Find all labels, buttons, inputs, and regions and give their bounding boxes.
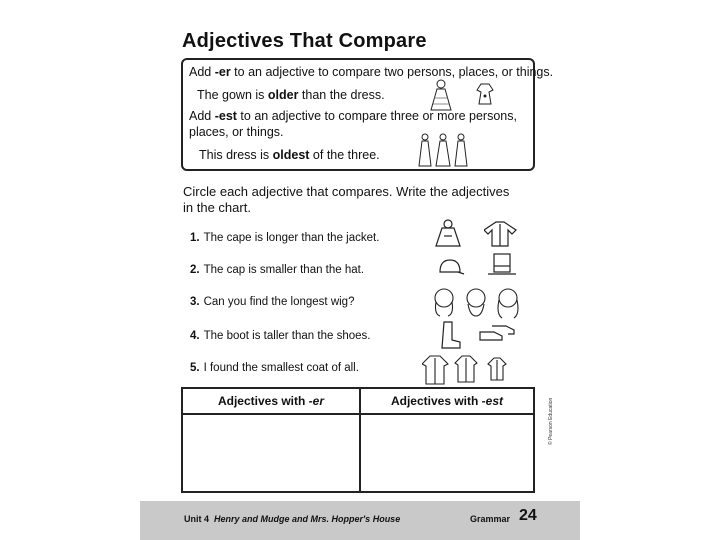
est-rule-post: to an adjective to compare three or more persons, bbox=[236, 109, 517, 123]
est-example-word: oldest bbox=[272, 148, 310, 162]
three-dresses-icon bbox=[415, 132, 475, 168]
est-example-pre: This dress is bbox=[199, 148, 273, 162]
er-rule-suffix: -er bbox=[214, 65, 231, 79]
cap-icon bbox=[436, 256, 466, 280]
er-rule-pre: Add bbox=[189, 65, 215, 79]
er-rule-post: to an adjective to compare two persons, places, or things. bbox=[230, 65, 554, 79]
er-rule bbox=[189, 65, 553, 79]
est-example bbox=[199, 148, 380, 162]
list-item bbox=[190, 330, 370, 342]
item-sentence: The boot is taller than the shoes. bbox=[203, 330, 371, 342]
answer-cell-est[interactable] bbox=[361, 415, 533, 491]
est-rule-pre: Add bbox=[189, 109, 215, 123]
rule-box bbox=[181, 58, 554, 171]
header-er-suffix: -er bbox=[308, 394, 325, 408]
wig-icon bbox=[432, 284, 524, 320]
item-sentence: Can you find the longest wig? bbox=[203, 296, 355, 308]
list-item bbox=[190, 264, 364, 276]
header-est-suffix: -est bbox=[481, 394, 504, 408]
column-header-est bbox=[361, 394, 533, 408]
dress-icon bbox=[471, 80, 501, 110]
item-number: 4. bbox=[190, 330, 200, 342]
er-example-post: than the dress. bbox=[298, 88, 385, 102]
cape-icon bbox=[434, 218, 474, 248]
er-example bbox=[197, 88, 385, 102]
er-example-word: older bbox=[267, 88, 299, 102]
coat-icon bbox=[422, 352, 522, 386]
page-number: 24 bbox=[519, 507, 537, 524]
page-footer bbox=[140, 501, 580, 540]
list-item bbox=[190, 296, 354, 308]
est-rule-line2: places, or things. bbox=[189, 125, 284, 139]
item-sentence: The cape is longer than the jacket. bbox=[203, 232, 380, 244]
copyright-note: © Pearson Education bbox=[548, 397, 554, 445]
list-item bbox=[190, 362, 359, 374]
unit-label: Unit 4 bbox=[184, 514, 210, 524]
est-rule-suffix: -est bbox=[214, 109, 237, 123]
item-number: 3. bbox=[190, 296, 200, 308]
jacket-icon bbox=[484, 220, 524, 248]
header-er-text: Adjectives with bbox=[217, 394, 309, 408]
answer-chart bbox=[181, 387, 535, 493]
shoes-icon bbox=[478, 322, 518, 348]
item-sentence: The cap is smaller than the hat. bbox=[203, 264, 365, 276]
item-number: 5. bbox=[190, 362, 200, 374]
header-est-text: Adjectives with bbox=[390, 394, 482, 408]
answer-cell-er[interactable] bbox=[183, 415, 359, 491]
footer-section: Grammar bbox=[470, 514, 511, 524]
hat-icon bbox=[486, 252, 518, 280]
item-number: 2. bbox=[190, 264, 200, 276]
item-sentence: I found the smallest coat of all. bbox=[203, 362, 359, 374]
story-title: Henry and Mudge and Mrs. Hopper's House bbox=[214, 514, 401, 524]
list-item bbox=[190, 232, 379, 244]
est-example-post: of the three. bbox=[309, 148, 380, 162]
er-example-pre: The gown is bbox=[197, 88, 268, 102]
page-title: Adjectives That Compare bbox=[182, 30, 427, 52]
item-number: 1. bbox=[190, 232, 200, 244]
column-header-er bbox=[183, 394, 359, 408]
footer-unit bbox=[184, 514, 400, 524]
instructions: Circle each adjective that compares. Write the adjectives in the chart. bbox=[183, 184, 510, 215]
boot-icon bbox=[438, 320, 462, 350]
